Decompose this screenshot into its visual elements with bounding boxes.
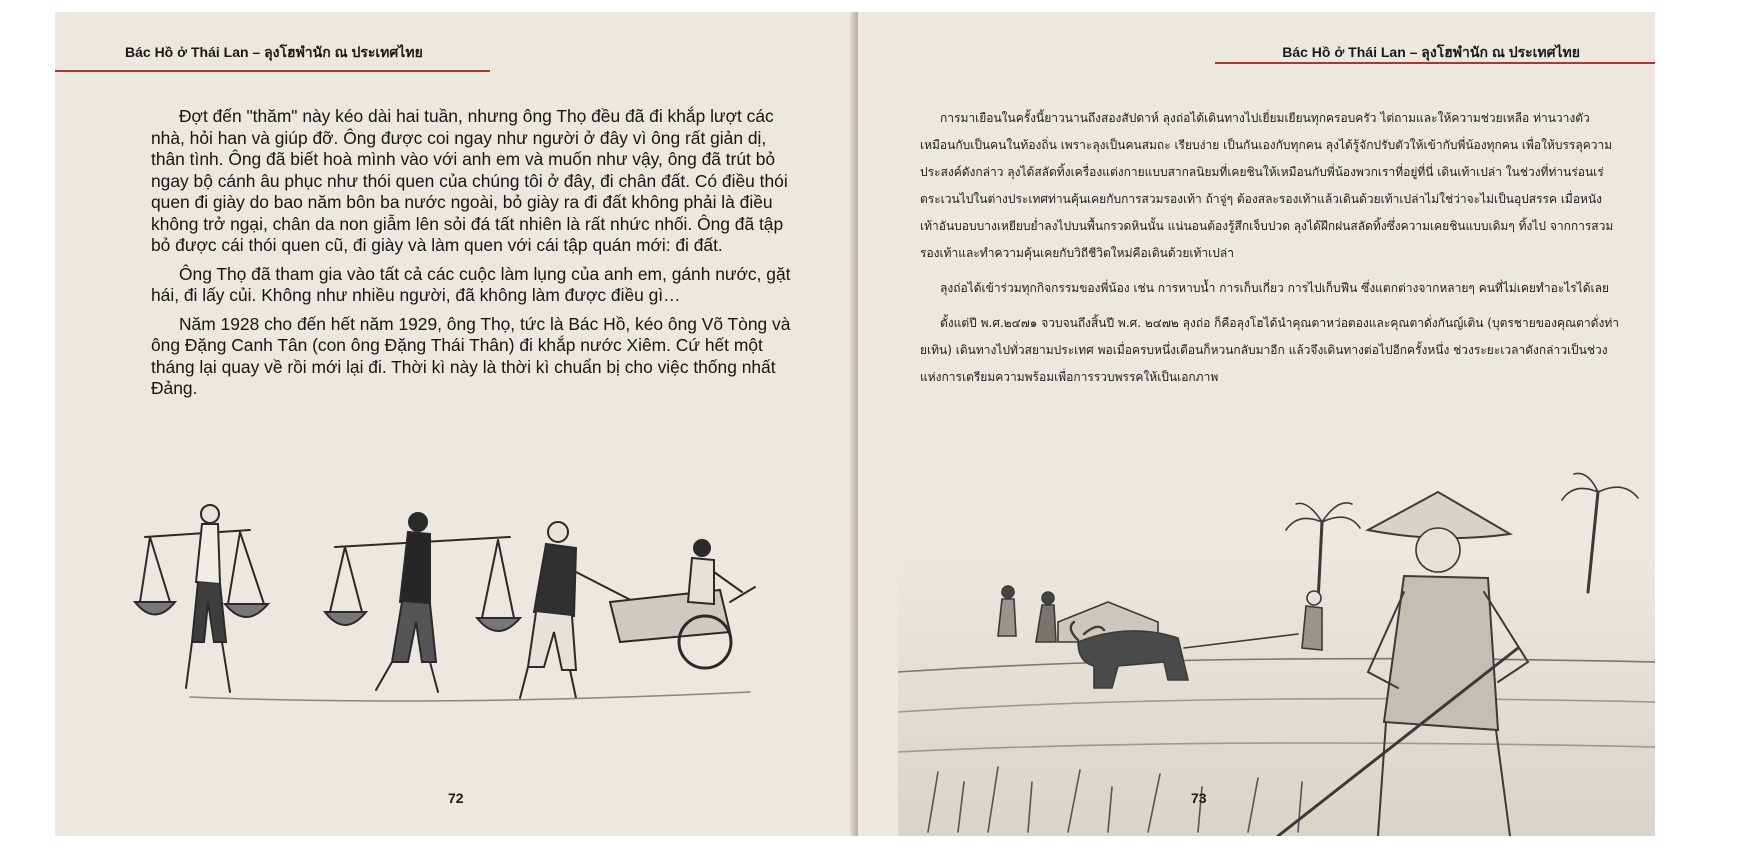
book-spread — [55, 12, 1655, 836]
header-rule — [1215, 62, 1655, 64]
right-page — [858, 12, 1655, 836]
body-text — [151, 106, 799, 407]
running-header: Bác Hồ ở Thái Lan – ลุงโฮพำนัก ณ ประเทศไทย — [1282, 44, 1580, 60]
villagers-carrying-illustration — [130, 492, 770, 712]
rice-field-farmer-illustration — [898, 452, 1655, 836]
running-header: Bác Hồ ở Thái Lan – ลุงโฮพำนัก ณ ประเทศไทย — [125, 44, 423, 60]
paragraph: การมาเยือนในครั้งนี้ยาวนานถึงสองสัปดาห์ ลุงถ่อได้เดินทางไปเยี่ยมเยียนทุกครอบครัว ไต่ถามและให้ความช่วยเหลือ ท่านวางตัวเหมือนกับเป็นคนในท้องถิ่น เพราะลุงเป็นคนสมถะ เรียบง่าย เป็นกันเองกับทุกคน ลุงได้รู้จักปรับตัวให้เข้ากับพี่น้องทุกคน เพื่อให้บรรลุความประสงค์ดังกล่าว ลุงได้สลัดทิ้งเครื่องแต่งกายแบบสากลนิยมที่เคยชินให้เหมือนกับพี่น้องพวกเราที่อยู่ที่นี่ เดินเท้าเปล่า ในช่วงที่ท่านร่อนเร่ตระเวนไปในต่างประเทศท่านคุ้นเคยกับการสวมรองเท้า ถ้าจู่ๆ ต้องสละรองเท้าแล้วเดินด้วยเท้าเปล่าไม่ใช่ว่าจะไม่เป็นอุปสรรค เมื่อหนังเท้าอันบอบบางเหยียบย่ำลงไปบนพื้นกรวดหินนั้น แน่นอนต้องรู้สึกเจ็บปวด ลุงได้ฝึกฝนสลัดทิ้งซึ่งความเคยชินแบบเดิมๆ ทิ้งไป จากการสวมรองเท้าและทำความคุ้นเคยกับวิถีชีวิตใหม่คือเดินด้วยเท้าเปล่า — [920, 111, 1614, 260]
left-page — [55, 12, 855, 836]
paragraph: ตั้งแต่ปี พ.ศ.๒๔๗๑ จวบจนถึงสิ้นปี พ.ศ. ๒๔๗๒ ลุงถ่อ ก็คือลุงโฮได้นำคุณตาหว่อตองและคุณตาดั่งกันญ์เติน (บุตรชายของคุณตาดั่งท่ายเทิน) เดินทางไปทั่วสยามประเทศ พอเมื่อครบหนึ่งเดือนก็หวนกลับมาอีก แล้วจึงเดินทางต่อไปอีกครั้งหนึ่ง ช่วงระยะเวลาดังกล่าวเป็นช่วงแห่งการเตรียมความพร้อมเพื่อการรวบพรรคให้เป็นเอกภาพ — [920, 316, 1619, 384]
paragraph: Ông Thọ đã tham gia vào tất cả các cuộc làm lụng của anh em, gánh nước, gặt hái, đi lấy củi. Không như nhiều người, đã không làm được điều gì… — [151, 263, 791, 305]
paragraph: Đợt đến "thăm" này kéo dài hai tuần, nhưng ông Thọ đều đã đi khắp lượt các nhà, hỏi han và giúp đỡ. Ông được coi ngay như người ở đây vì ông rất giản dị, thân tình. Ông đã biết hoà mình vào với anh em và muốn như vậy, ông đã trút bỏ ngay bộ cánh âu phục như thói quen của chúng tôi ở đây, đi chân đất. Có điều thói quen đi giày do bao năm bôn ba nước ngoài, bỏ giày ra đi đất không phải là điều không trở ngại, chân da non giẫm lên sỏi đá tất nhiên là rất nhức nhối. Ông đã tập bỏ được cái thói quen cũ, đi giày và làm quen với cái tập quán mới: đi đất. — [151, 106, 788, 255]
paragraph: Năm 1928 cho đến hết năm 1929, ông Thọ, tức là Bác Hồ, kéo ông Võ Tòng và ông Đặng Canh Tân (con ông Đặng Thái Thân) đi khắp nước Xiêm. Cứ hết một tháng lại quay về rồi mới lại đi. Thời kì này là thời kì chuẩn bị cho việc thống nhất Đảng. — [151, 313, 791, 398]
header-rule — [55, 70, 490, 72]
page-number: 73 — [1191, 790, 1207, 806]
page-number: 72 — [448, 790, 464, 806]
paragraph: ลุงถ่อได้เข้าร่วมทุกกิจกรรมของพี่น้อง เช่น การหาบน้ำ การเก็บเกี่ยว การไปเก็บฟืน ซึ่งแตกต่างจากหลายๆ คนที่ไม่เคยทำอะไรได้เลย — [940, 281, 1610, 295]
body-text — [920, 105, 1620, 399]
